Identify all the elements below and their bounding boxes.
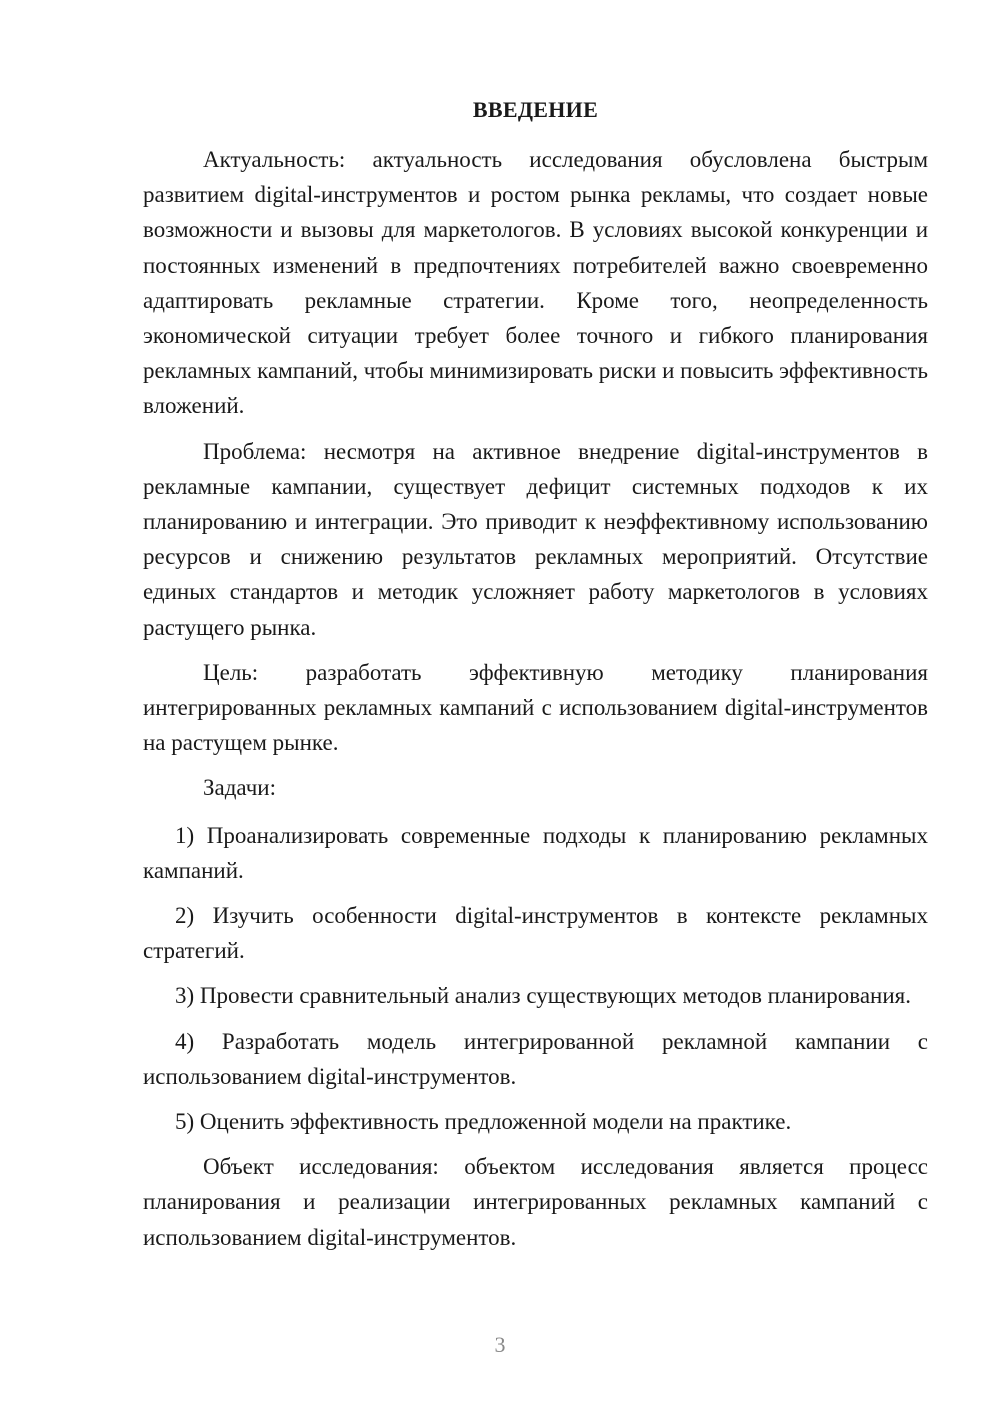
task-item-5: 5) Оценить эффективность предложенной модели на практике. bbox=[175, 1109, 792, 1135]
paragraph-object: Объект исследования: объектом исследования является процесс планирования и реализации интегрированных рекламных кампаний с использованием digital-инструментов. bbox=[143, 1154, 928, 1250]
task-item-4: 4) Разработать модель интегрированной рекламной кампании с использованием digital-инструментов. bbox=[143, 1028, 928, 1089]
paragraph-problem: Проблема: несмотря на активное внедрение digital-инструментов в рекламные кампании, существует дефицит системных подходов к их планированию и интеграции. Это приводит к неэффективному использованию ресурсов и снижению результатов рекламных мероприятий. Отсутствие единых стандартов и методик усложняет работу маркетологов в условиях растущего рынка. bbox=[143, 438, 928, 640]
task-item-1: 1) Проанализировать современные подходы к планированию рекламных кампаний. bbox=[143, 822, 928, 883]
page-content bbox=[143, 88, 928, 1265]
paragraph-relevance: Актуальность: актуальность исследования обусловлена быстрым развитием digital-инструментов и ростом рынка рекламы, что создает новые возможности и вызовы для маркетологов. В условиях высокой конкуренции и постоянных изменений в предпочтениях потребителей важно своевременно адаптировать рекламные стратегии. Кроме того, неопределенность экономической ситуации требует более точного и гибкого планирования рекламных кампаний, чтобы минимизировать риски и повысить эффективность вложений. bbox=[143, 147, 928, 419]
tasks-label: Задачи: bbox=[203, 775, 276, 801]
section-heading: ВВЕДЕНИЕ bbox=[472, 97, 599, 122]
task-item-2: 2) Изучить особенности digital-инструментов в контексте рекламных стратегий. bbox=[143, 903, 928, 964]
task-item-3: 3) Провести сравнительный анализ существующих методов планирования. bbox=[175, 983, 911, 1009]
paragraph-goal: Цель: разработать эффективную методику планирования интегрированных рекламных кампаний с использованием digital-инструментов на растущем рынке. bbox=[143, 659, 928, 756]
page-number: 3 bbox=[494, 1332, 506, 1357]
